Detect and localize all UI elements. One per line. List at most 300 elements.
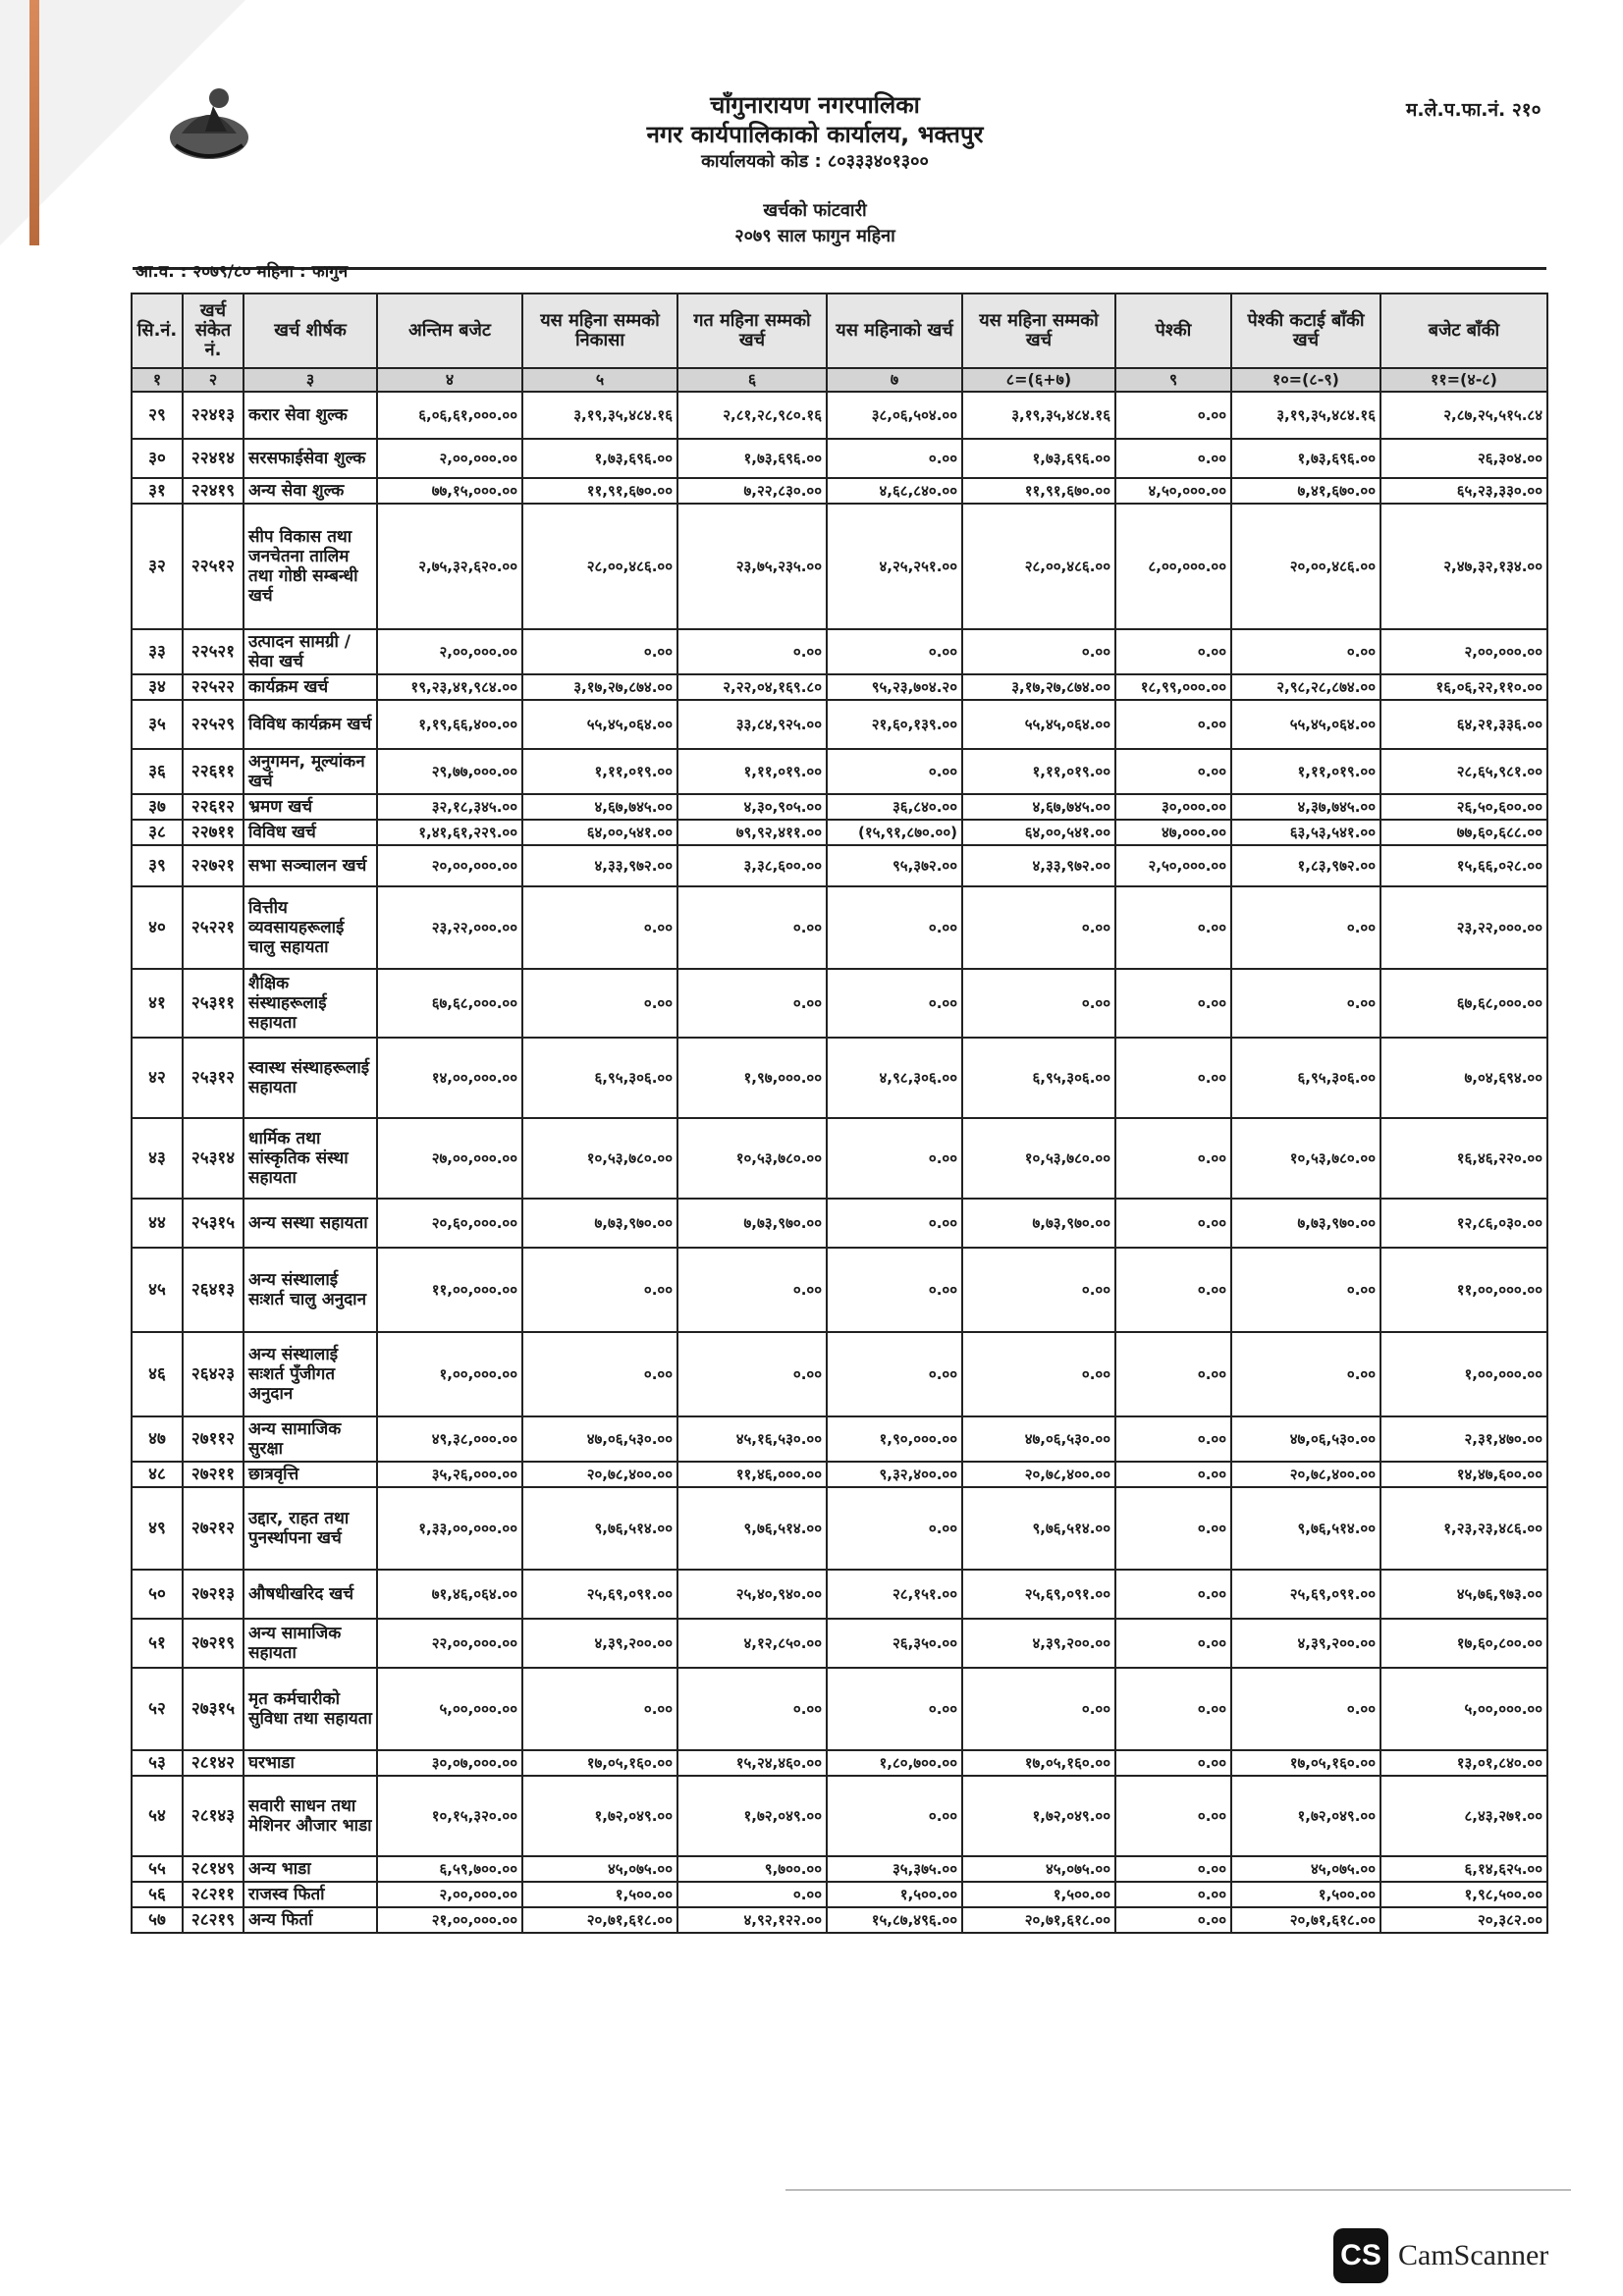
budget-balance-cell: २६,३०४.०० <box>1380 439 1547 478</box>
expense-code-cell: २८२११ <box>183 1882 243 1907</box>
serial-no-cell: ३३ <box>132 629 183 674</box>
office-code: कार्यालयको कोड : ८०३३३४०१३०० <box>701 151 929 172</box>
expense-this-month-cell: १,८०,७००.०० <box>827 1750 962 1776</box>
expense-head-cell: अन्य सामाजिक सुरक्षा <box>243 1416 377 1462</box>
release-to-date-cell: ६४,००,५४१.०० <box>522 820 677 845</box>
expense-last-month-cell: १,७३,६९६.०० <box>677 439 827 478</box>
expense-head-cell: अन्य संस्थालाई सःशर्त पुँजीगत अनुदान <box>243 1332 377 1416</box>
office-header <box>550 90 1080 175</box>
col-header: खर्च संकेत नं. <box>183 294 243 368</box>
municipality-name: चाँगुनारायण नगरपालिका <box>710 91 920 119</box>
release-to-date-cell: १७,०५,१६०.०० <box>522 1750 677 1776</box>
camscanner-logo-icon: CS <box>1333 2228 1388 2283</box>
table-row <box>132 392 1547 439</box>
expense-code-cell: २७२१९ <box>183 1619 243 1668</box>
table-row <box>132 1907 1547 1933</box>
release-to-date-cell: २८,००,४८६.०० <box>522 504 677 629</box>
table-row <box>132 794 1547 820</box>
advance-cell: ०.०० <box>1115 629 1231 674</box>
table-row <box>132 820 1547 845</box>
municipality-emblem-icon <box>162 77 256 171</box>
expense-this-month-cell: ०.०० <box>827 969 962 1038</box>
release-to-date-cell: ०.०० <box>522 886 677 969</box>
release-to-date-cell: २०,७१,६१८.०० <box>522 1907 677 1933</box>
expense-to-date-cell: १,५००.०० <box>962 1882 1115 1907</box>
serial-no-cell: ५६ <box>132 1882 183 1907</box>
expense-head-cell: करार सेवा शुल्क <box>243 392 377 439</box>
budget-balance-cell: २८,६५,९८१.०० <box>1380 749 1547 794</box>
expense-this-month-cell: ०.०० <box>827 1118 962 1199</box>
final-budget-cell: १९,२३,४१,९८४.०० <box>377 674 522 700</box>
expense-code-cell: २२६११ <box>183 749 243 794</box>
serial-no-cell: ४० <box>132 886 183 969</box>
col-number: ३ <box>243 368 377 392</box>
budget-balance-cell: १४,४७,६००.०० <box>1380 1462 1547 1487</box>
report-title-block <box>589 198 1041 249</box>
advance-cell: ०.०० <box>1115 1668 1231 1750</box>
final-budget-cell: २०,००,०००.०० <box>377 845 522 886</box>
serial-no-cell: ३२ <box>132 504 183 629</box>
office-name: नगर कार्यपालिकाको कार्यालय, भक्तपुर <box>646 121 984 148</box>
budget-balance-cell: ६४,२१,३३६.०० <box>1380 700 1547 749</box>
expense-this-month-cell: २१,६०,१३९.०० <box>827 700 962 749</box>
expense-code-cell: २५३१२ <box>183 1038 243 1118</box>
expense-net-of-advance-cell: ४,३९,२००.०० <box>1231 1619 1380 1668</box>
expense-to-date-cell: ६,९५,३०६.०० <box>962 1038 1115 1118</box>
expense-to-date-cell: २०,७८,४००.०० <box>962 1462 1115 1487</box>
expense-head-cell: राजस्व फिर्ता <box>243 1882 377 1907</box>
serial-no-cell: ४५ <box>132 1248 183 1332</box>
expense-last-month-cell: ०.०० <box>677 1882 827 1907</box>
serial-no-cell: ४९ <box>132 1487 183 1570</box>
final-budget-cell: २३,२२,०००.०० <box>377 886 522 969</box>
release-to-date-cell: ११,९१,६७०.०० <box>522 478 677 504</box>
expense-this-month-cell: १,९०,०००.०० <box>827 1416 962 1462</box>
expense-this-month-cell: ४,६८,८४०.०० <box>827 478 962 504</box>
expense-net-of-advance-cell: ०.०० <box>1231 886 1380 969</box>
table-row <box>132 629 1547 674</box>
table-row <box>132 1570 1547 1619</box>
serial-no-cell: ३७ <box>132 794 183 820</box>
expense-this-month-cell: ०.०० <box>827 1248 962 1332</box>
expense-to-date-cell: २५,६९,०९१.०० <box>962 1570 1115 1619</box>
expense-net-of-advance-cell: ६,९५,३०६.०० <box>1231 1038 1380 1118</box>
advance-cell: ०.०० <box>1115 1248 1231 1332</box>
expense-code-cell: २२६१२ <box>183 794 243 820</box>
expense-code-cell: २७२११ <box>183 1462 243 1487</box>
expense-net-of-advance-cell: ०.०० <box>1231 629 1380 674</box>
final-budget-cell: १,३३,००,०००.०० <box>377 1487 522 1570</box>
release-to-date-cell: ०.०० <box>522 1248 677 1332</box>
final-budget-cell: २,००,०००.०० <box>377 629 522 674</box>
expense-last-month-cell: ३३,८४,९२५.०० <box>677 700 827 749</box>
col-header: गत महिना सम्मको खर्च <box>677 294 827 368</box>
budget-balance-cell: ७,०४,६९४.०० <box>1380 1038 1547 1118</box>
camscanner-name: CamScanner <box>1398 2239 1549 2271</box>
expense-last-month-cell: ०.०० <box>677 629 827 674</box>
expense-net-of-advance-cell: ७,७३,९७०.०० <box>1231 1199 1380 1248</box>
expense-net-of-advance-cell: २०,७१,६१८.०० <box>1231 1907 1380 1933</box>
advance-cell: ०.०० <box>1115 1750 1231 1776</box>
expense-net-of-advance-cell: २०,००,४८६.०० <box>1231 504 1380 629</box>
expense-to-date-cell: १०,५३,७८०.०० <box>962 1118 1115 1199</box>
expense-code-cell: २२५१२ <box>183 504 243 629</box>
release-to-date-cell: ६,९५,३०६.०० <box>522 1038 677 1118</box>
expense-code-cell: २२५२२ <box>183 674 243 700</box>
serial-no-cell: ३५ <box>132 700 183 749</box>
expense-to-date-cell: १,७२,०४९.०० <box>962 1776 1115 1856</box>
table-body <box>132 392 1547 1933</box>
table-row <box>132 845 1547 886</box>
col-header: बजेट बाँकी <box>1380 294 1547 368</box>
column-number-row <box>132 368 1547 392</box>
budget-balance-cell: ६,१४,६२५.०० <box>1380 1856 1547 1882</box>
advance-cell: ८,००,०००.०० <box>1115 504 1231 629</box>
expense-to-date-cell: ०.०० <box>962 1248 1115 1332</box>
expense-net-of-advance-cell: ०.०० <box>1231 1332 1380 1416</box>
col-header: यस महिना सम्मको खर्च <box>962 294 1115 368</box>
expense-net-of-advance-cell: ३,१९,३५,४८४.१६ <box>1231 392 1380 439</box>
expense-to-date-cell: ०.०० <box>962 1332 1115 1416</box>
final-budget-cell: २९,७७,०००.०० <box>377 749 522 794</box>
expense-this-month-cell: ९५,२३,७०४.२० <box>827 674 962 700</box>
final-budget-cell: २१,००,०००.०० <box>377 1907 522 1933</box>
final-budget-cell: ३५,२६,०००.०० <box>377 1462 522 1487</box>
budget-balance-cell: १५,६६,०२८.०० <box>1380 845 1547 886</box>
expense-to-date-cell: ९,७६,५१४.०० <box>962 1487 1115 1570</box>
expense-net-of-advance-cell: २५,६९,०९१.०० <box>1231 1570 1380 1619</box>
release-to-date-cell: ०.०० <box>522 1332 677 1416</box>
expense-to-date-cell: ५५,४५,०६४.०० <box>962 700 1115 749</box>
col-number: १०=(८-९) <box>1231 368 1380 392</box>
advance-cell: ०.०० <box>1115 1776 1231 1856</box>
final-budget-cell: ७७,१५,०००.०० <box>377 478 522 504</box>
expense-to-date-cell: २०,७१,६१८.०० <box>962 1907 1115 1933</box>
budget-balance-cell: २,८७,२५,५१५.८४ <box>1380 392 1547 439</box>
expense-to-date-cell: ०.०० <box>962 969 1115 1038</box>
release-to-date-cell: १,७२,०४९.०० <box>522 1776 677 1856</box>
final-budget-cell: १,१९,६६,४००.०० <box>377 700 522 749</box>
budget-balance-cell: ४५,७६,९७३.०० <box>1380 1570 1547 1619</box>
expense-code-cell: २५३११ <box>183 969 243 1038</box>
expense-code-cell: २८१४२ <box>183 1750 243 1776</box>
release-to-date-cell: ३,१७,२७,८७४.०० <box>522 674 677 700</box>
release-to-date-cell: ४,३३,९७२.०० <box>522 845 677 886</box>
advance-cell: ०.०० <box>1115 886 1231 969</box>
col-number: ८=(६+७) <box>962 368 1115 392</box>
expense-net-of-advance-cell: ४५,०७५.०० <box>1231 1856 1380 1882</box>
budget-balance-cell: ७७,६०,६८८.०० <box>1380 820 1547 845</box>
final-budget-cell: १,००,०००.०० <box>377 1332 522 1416</box>
col-number: ७ <box>827 368 962 392</box>
expense-last-month-cell: ७,२२,८३०.०० <box>677 478 827 504</box>
budget-balance-cell: १६,०६,२२,११०.०० <box>1380 674 1547 700</box>
expense-last-month-cell: १५,२४,४६०.०० <box>677 1750 827 1776</box>
expense-net-of-advance-cell: १,८३,९७२.०० <box>1231 845 1380 886</box>
expense-to-date-cell: ६४,००,५४१.०० <box>962 820 1115 845</box>
expense-head-cell: मृत कर्मचारीको सुविधा तथा सहायता <box>243 1668 377 1750</box>
expense-this-month-cell: ४,२५,२५१.०० <box>827 504 962 629</box>
expense-head-cell: अन्य भाडा <box>243 1856 377 1882</box>
expense-to-date-cell: ३,१७,२७,८७४.०० <box>962 674 1115 700</box>
expense-head-cell: घरभाडा <box>243 1750 377 1776</box>
release-to-date-cell: ४,३९,२००.०० <box>522 1619 677 1668</box>
release-to-date-cell: ०.०० <box>522 629 677 674</box>
expense-net-of-advance-cell: २०,७८,४००.०० <box>1231 1462 1380 1487</box>
expense-last-month-cell: २५,४०,९४०.०० <box>677 1570 827 1619</box>
release-to-date-cell: २५,६९,०९१.०० <box>522 1570 677 1619</box>
advance-cell: ०.०० <box>1115 1416 1231 1462</box>
expense-statement-table <box>131 293 1548 1934</box>
budget-balance-cell: १,००,०००.०० <box>1380 1332 1547 1416</box>
col-number: ५ <box>522 368 677 392</box>
expense-to-date-cell: ४,६७,७४५.०० <box>962 794 1115 820</box>
release-to-date-cell: २०,७८,४००.०० <box>522 1462 677 1487</box>
expense-to-date-cell: ४,३३,९७२.०० <box>962 845 1115 886</box>
table-row <box>132 1856 1547 1882</box>
table-row <box>132 1332 1547 1416</box>
advance-cell: ०.०० <box>1115 1487 1231 1570</box>
table-row <box>132 1118 1547 1199</box>
expense-this-month-cell: ०.०० <box>827 1776 962 1856</box>
expense-code-cell: २२४१४ <box>183 439 243 478</box>
table-row <box>132 1668 1547 1750</box>
expense-last-month-cell: २,२२,०४,१६९.८० <box>677 674 827 700</box>
advance-cell: ०.०० <box>1115 1907 1231 1933</box>
expense-to-date-cell: १,७३,६९६.०० <box>962 439 1115 478</box>
release-to-date-cell: १,७३,६९६.०० <box>522 439 677 478</box>
serial-no-cell: ५१ <box>132 1619 183 1668</box>
table-row <box>132 749 1547 794</box>
advance-cell: ४,५०,०००.०० <box>1115 478 1231 504</box>
advance-cell: ३०,०००.०० <box>1115 794 1231 820</box>
release-to-date-cell: ४७,०६,५३०.०० <box>522 1416 677 1462</box>
col-header: अन्तिम बजेट <box>377 294 522 368</box>
expense-net-of-advance-cell: ७,४१,६७०.०० <box>1231 478 1380 504</box>
serial-no-cell: ३१ <box>132 478 183 504</box>
expense-head-cell: वित्तीय व्यवसायहरूलाई चालु सहायता <box>243 886 377 969</box>
expense-to-date-cell: ०.०० <box>962 886 1115 969</box>
expense-head-cell: उत्पादन सामग्री / सेवा खर्च <box>243 629 377 674</box>
advance-cell: ०.०० <box>1115 700 1231 749</box>
expense-head-cell: विविध खर्च <box>243 820 377 845</box>
expense-code-cell: २८१४३ <box>183 1776 243 1856</box>
table-row <box>132 1248 1547 1332</box>
budget-balance-cell: १२,८६,०३०.०० <box>1380 1199 1547 1248</box>
budget-balance-cell: २६,५०,६००.०० <box>1380 794 1547 820</box>
expense-code-cell: २८१४९ <box>183 1856 243 1882</box>
expense-head-cell: सभा सञ्चालन खर्च <box>243 845 377 886</box>
expense-last-month-cell: ०.०० <box>677 886 827 969</box>
expense-net-of-advance-cell: १,७२,०४९.०० <box>1231 1776 1380 1856</box>
advance-cell: ४७,०००.०० <box>1115 820 1231 845</box>
expense-net-of-advance-cell: १,५००.०० <box>1231 1882 1380 1907</box>
table-row <box>132 1487 1547 1570</box>
expense-code-cell: २२४१३ <box>183 392 243 439</box>
expense-last-month-cell: १,११,०१९.०० <box>677 749 827 794</box>
release-to-date-cell: ७,७३,९७०.०० <box>522 1199 677 1248</box>
release-to-date-cell: ०.०० <box>522 1668 677 1750</box>
expense-code-cell: २७२१३ <box>183 1570 243 1619</box>
expense-this-month-cell: ३८,०६,५०४.०० <box>827 392 962 439</box>
serial-no-cell: ३६ <box>132 749 183 794</box>
final-budget-cell: १४,००,०००.०० <box>377 1038 522 1118</box>
expense-head-cell: अन्य सेवा शुल्क <box>243 478 377 504</box>
expense-last-month-cell: २३,७५,२३५.०० <box>677 504 827 629</box>
col-number: ९ <box>1115 368 1231 392</box>
expense-net-of-advance-cell: ०.०० <box>1231 1248 1380 1332</box>
serial-no-cell: ५० <box>132 1570 183 1619</box>
expense-to-date-cell: ०.०० <box>962 1668 1115 1750</box>
serial-no-cell: ३४ <box>132 674 183 700</box>
col-header: खर्च शीर्षक <box>243 294 377 368</box>
expense-to-date-cell: ४,३९,२००.०० <box>962 1619 1115 1668</box>
final-budget-cell: २२,००,०००.०० <box>377 1619 522 1668</box>
serial-no-cell: ५५ <box>132 1856 183 1882</box>
expense-code-cell: २७३१५ <box>183 1668 243 1750</box>
release-to-date-cell: ०.०० <box>522 969 677 1038</box>
expense-last-month-cell: ११,४६,०००.०० <box>677 1462 827 1487</box>
table-row <box>132 1776 1547 1856</box>
table-header-row <box>132 294 1547 368</box>
expense-head-cell: स्वास्थ संस्थाहरूलाई सहायता <box>243 1038 377 1118</box>
table-row <box>132 478 1547 504</box>
expense-last-month-cell: १,७२,०४९.०० <box>677 1776 827 1856</box>
final-budget-cell: ३२,१८,३४५.०० <box>377 794 522 820</box>
report-subtitle: २०७९ साल फागुन महिना <box>734 226 895 246</box>
expense-net-of-advance-cell: १,११,०१९.०० <box>1231 749 1380 794</box>
serial-no-cell: ४७ <box>132 1416 183 1462</box>
final-budget-cell: ६,५९,७००.०० <box>377 1856 522 1882</box>
expense-net-of-advance-cell: ९,७६,५१४.०० <box>1231 1487 1380 1570</box>
expense-this-month-cell: (१५,९१,८७०.००) <box>827 820 962 845</box>
expense-to-date-cell: ४७,०६,५३०.०० <box>962 1416 1115 1462</box>
budget-balance-cell: २,४७,३२,१३४.०० <box>1380 504 1547 629</box>
expense-to-date-cell: ११,९१,६७०.०० <box>962 478 1115 504</box>
expense-net-of-advance-cell: १७,०५,१६०.०० <box>1231 1750 1380 1776</box>
expense-this-month-cell: ०.०० <box>827 886 962 969</box>
expense-head-cell: अन्य संस्थालाई सःशर्त चालु अनुदान <box>243 1248 377 1332</box>
expense-this-month-cell: ०.०० <box>827 749 962 794</box>
final-budget-cell: २,००,०००.०० <box>377 439 522 478</box>
serial-no-cell: ४३ <box>132 1118 183 1199</box>
table-row <box>132 886 1547 969</box>
release-to-date-cell: ९,७६,५१४.०० <box>522 1487 677 1570</box>
expense-net-of-advance-cell: ४७,०६,५३०.०० <box>1231 1416 1380 1462</box>
serial-no-cell: ५२ <box>132 1668 183 1750</box>
advance-cell: ०.०० <box>1115 969 1231 1038</box>
expense-head-cell: अन्य सस्था सहायता <box>243 1199 377 1248</box>
expense-to-date-cell: ४५,०७५.०० <box>962 1856 1115 1882</box>
budget-balance-cell: १७,६०,८००.०० <box>1380 1619 1547 1668</box>
table-row <box>132 504 1547 629</box>
table-row <box>132 700 1547 749</box>
expense-head-cell: अनुगमन, मूल्यांकन खर्च <box>243 749 377 794</box>
expense-net-of-advance-cell: ०.०० <box>1231 969 1380 1038</box>
advance-cell: १८,९९,०००.०० <box>1115 674 1231 700</box>
report-title: खर्चको फांटवारी <box>763 200 867 221</box>
expense-last-month-cell: १०,५३,७८०.०० <box>677 1118 827 1199</box>
expense-last-month-cell: ४,३०,९०५.०० <box>677 794 827 820</box>
expense-to-date-cell: ७,७३,९७०.०० <box>962 1199 1115 1248</box>
expense-to-date-cell: १७,०५,१६०.०० <box>962 1750 1115 1776</box>
expense-head-cell: अन्य फिर्ता <box>243 1907 377 1933</box>
budget-balance-cell: ६५,२३,३३०.०० <box>1380 478 1547 504</box>
expense-this-month-cell: ०.०० <box>827 629 962 674</box>
final-budget-cell: १०,१५,३२०.०० <box>377 1776 522 1856</box>
release-to-date-cell: ४५,०७५.०० <box>522 1856 677 1882</box>
advance-cell: ०.०० <box>1115 1118 1231 1199</box>
final-budget-cell: ११,००,०००.०० <box>377 1248 522 1332</box>
advance-cell: २,५०,०००.०० <box>1115 845 1231 886</box>
serial-no-cell: ४२ <box>132 1038 183 1118</box>
advance-cell: ०.०० <box>1115 1570 1231 1619</box>
budget-balance-cell: २,००,०००.०० <box>1380 629 1547 674</box>
advance-cell: ०.०० <box>1115 392 1231 439</box>
table-row <box>132 1619 1547 1668</box>
serial-no-cell: २९ <box>132 392 183 439</box>
table-row <box>132 1416 1547 1462</box>
budget-balance-cell: २,३१,४७०.०० <box>1380 1416 1547 1462</box>
col-number: ६ <box>677 368 827 392</box>
expense-to-date-cell: ०.०० <box>962 629 1115 674</box>
final-budget-cell: १,४१,६१,२२९.०० <box>377 820 522 845</box>
expense-net-of-advance-cell: ६३,५३,५४१.०० <box>1231 820 1380 845</box>
expense-code-cell: २६४२३ <box>183 1332 243 1416</box>
table-row <box>132 1882 1547 1907</box>
final-budget-cell: ७१,४६,०६४.०० <box>377 1570 522 1619</box>
expense-net-of-advance-cell: ५५,४५,०६४.०० <box>1231 700 1380 749</box>
serial-no-cell: ५३ <box>132 1750 183 1776</box>
expense-to-date-cell: १,११,०१९.०० <box>962 749 1115 794</box>
advance-cell: ०.०० <box>1115 749 1231 794</box>
expense-net-of-advance-cell: २,९८,२८,८७४.०० <box>1231 674 1380 700</box>
expense-code-cell: २२५२९ <box>183 700 243 749</box>
budget-balance-cell: २०,३८२.०० <box>1380 1907 1547 1933</box>
final-budget-cell: २७,००,०००.०० <box>377 1118 522 1199</box>
expense-last-month-cell: ०.०० <box>677 969 827 1038</box>
expense-head-cell: अन्य सामाजिक सहायता <box>243 1619 377 1668</box>
budget-balance-cell: ११,००,०००.०० <box>1380 1248 1547 1332</box>
col-header: यस महिनाको खर्च <box>827 294 962 368</box>
budget-balance-cell: १,२३,२३,४८६.०० <box>1380 1487 1547 1570</box>
col-number: ११=(४-८) <box>1380 368 1547 392</box>
expense-net-of-advance-cell: ४,३७,७४५.०० <box>1231 794 1380 820</box>
serial-no-cell: ४८ <box>132 1462 183 1487</box>
expense-head-cell: कार्यक्रम खर्च <box>243 674 377 700</box>
expense-code-cell: २७२१२ <box>183 1487 243 1570</box>
release-to-date-cell: १,११,०१९.०० <box>522 749 677 794</box>
expense-code-cell: २६४१३ <box>183 1248 243 1332</box>
serial-no-cell: ४६ <box>132 1332 183 1416</box>
final-budget-cell: २,७५,३२,६२०.०० <box>377 504 522 629</box>
expense-this-month-cell: ०.०० <box>827 1487 962 1570</box>
expense-net-of-advance-cell: १०,५३,७८०.०० <box>1231 1118 1380 1199</box>
expense-last-month-cell: ४,१२,८५०.०० <box>677 1619 827 1668</box>
advance-cell: ०.०० <box>1115 1619 1231 1668</box>
serial-no-cell: ३० <box>132 439 183 478</box>
expense-code-cell: २२७११ <box>183 820 243 845</box>
expense-this-month-cell: २८,१५१.०० <box>827 1570 962 1619</box>
page-edge-shadow <box>29 0 39 245</box>
serial-no-cell: ३९ <box>132 845 183 886</box>
budget-balance-cell: २३,२२,०००.०० <box>1380 886 1547 969</box>
budget-balance-cell: ६७,६८,०००.०० <box>1380 969 1547 1038</box>
expense-last-month-cell: ०.०० <box>677 1668 827 1750</box>
table-row <box>132 1199 1547 1248</box>
table-row <box>132 1462 1547 1487</box>
expense-this-month-cell: ४,९८,३०६.०० <box>827 1038 962 1118</box>
